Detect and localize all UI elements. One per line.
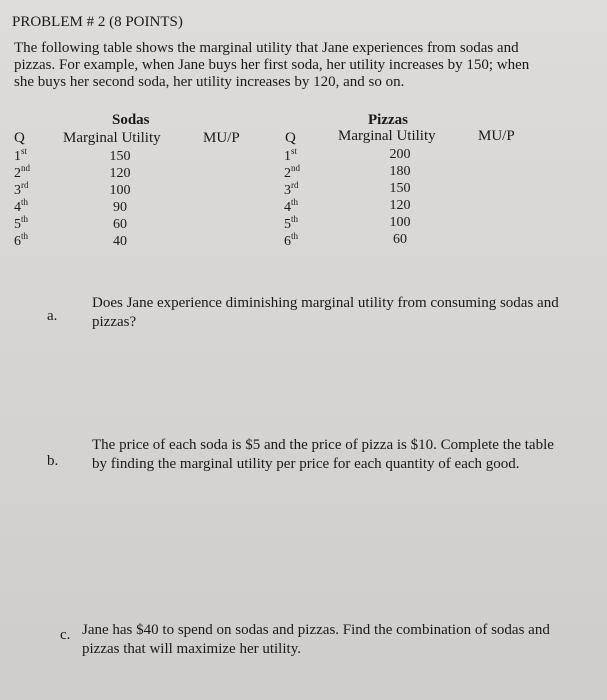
question-c-line-2: pizzas that will maximize her utility.	[82, 641, 301, 657]
question-b-label: b.	[47, 453, 59, 469]
intro-line-1: The following table shows the marginal utility that Jane experiences from sodas and	[14, 40, 519, 56]
sodas-mu-cell: 90	[113, 200, 127, 215]
pizzas-heading: Pizzas	[368, 112, 408, 128]
sodas-q-cell	[14, 233, 54, 250]
pizzas-mup-header: MU/P	[478, 128, 515, 144]
question-a-line-1: Does Jane experience diminishing marginal utility from consuming sodas and	[92, 295, 559, 311]
sodas-mu-cell: 150	[109, 149, 131, 164]
pizzas-q-cell	[284, 165, 324, 182]
quantity-number: 3	[14, 183, 21, 198]
quantity-number: 6	[284, 234, 291, 249]
sodas-heading: Sodas	[112, 112, 150, 128]
question-b-line-1: The price of each soda is $5 and the price of pizza is $10. Complete the table	[92, 437, 554, 453]
sodas-mu-cell: 60	[113, 217, 127, 232]
pizzas-q-column	[284, 148, 324, 250]
sodas-mu-header: Marginal Utility	[63, 130, 161, 146]
quantity-number: 1	[284, 149, 291, 164]
pizzas-q-cell	[284, 148, 324, 165]
pizzas-q-cell	[284, 199, 324, 216]
question-c-line-1: Jane has $40 to spend on sodas and pizzas. Find the combination of sodas and	[82, 622, 550, 638]
quantity-number: 5	[284, 217, 291, 232]
quantity-number: 5	[14, 217, 21, 232]
quantity-number: 4	[14, 200, 21, 215]
pizzas-mu-cell: 200	[389, 147, 411, 162]
sodas-q-cell	[14, 199, 54, 216]
ordinal-suffix: rd	[21, 180, 29, 190]
problem-title: PROBLEM # 2 (8 POINTS)	[12, 14, 183, 30]
pizzas-mu-cell: 100	[389, 215, 411, 230]
sodas-mu-cell: 120	[109, 166, 131, 181]
quantity-number: 6	[14, 234, 21, 249]
quantity-number: 2	[14, 166, 21, 181]
pizzas-mu-cell: 60	[393, 232, 407, 247]
intro-line-2: pizzas. For example, when Jane buys her first soda, her utility increases by 150; when	[14, 57, 530, 73]
intro-line-3: she buys her second soda, her utility increases by 120, and so on.	[14, 74, 405, 90]
question-a-line-2: pizzas?	[92, 314, 137, 330]
sodas-q-cell	[14, 148, 54, 165]
pizzas-mu-cell: 180	[389, 164, 411, 179]
pizzas-mu-cell: 150	[389, 181, 411, 196]
quantity-number: 2	[284, 166, 291, 181]
pizzas-mu-column	[370, 146, 430, 248]
question-a-label: a.	[47, 308, 58, 324]
quantity-number: 4	[284, 200, 291, 215]
sodas-mup-header: MU/P	[203, 130, 240, 146]
pizzas-q-cell	[284, 233, 324, 250]
ordinal-suffix: st	[21, 146, 28, 156]
ordinal-suffix: th	[291, 231, 299, 241]
ordinal-suffix: th	[291, 197, 299, 207]
sodas-mu-column	[90, 148, 150, 250]
question-c-label: c.	[60, 627, 71, 643]
ordinal-suffix: th	[21, 214, 29, 224]
pizzas-q-header: Q	[285, 130, 296, 146]
sodas-q-cell	[14, 216, 54, 233]
ordinal-suffix: nd	[21, 163, 30, 173]
ordinal-suffix: st	[291, 146, 298, 156]
sodas-q-cell	[14, 165, 54, 182]
pizzas-mu-cell: 120	[389, 198, 411, 213]
pizzas-q-cell	[284, 216, 324, 233]
quantity-number: 1	[14, 149, 21, 164]
ordinal-suffix: th	[21, 197, 29, 207]
ordinal-suffix: th	[21, 231, 29, 241]
sodas-mu-cell: 40	[113, 234, 127, 249]
question-b-line-2: by finding the marginal utility per price for each quantity of each good.	[92, 456, 520, 472]
quantity-number: 3	[284, 183, 291, 198]
sodas-q-cell	[14, 182, 54, 199]
sodas-mu-cell: 100	[109, 183, 131, 198]
ordinal-suffix: rd	[291, 180, 299, 190]
ordinal-suffix: nd	[291, 163, 300, 173]
ordinal-suffix: th	[291, 214, 299, 224]
pizzas-q-cell	[284, 182, 324, 199]
pizzas-mu-header: Marginal Utility	[338, 128, 436, 144]
sodas-q-header: Q	[14, 130, 25, 146]
sodas-q-column	[14, 148, 54, 250]
